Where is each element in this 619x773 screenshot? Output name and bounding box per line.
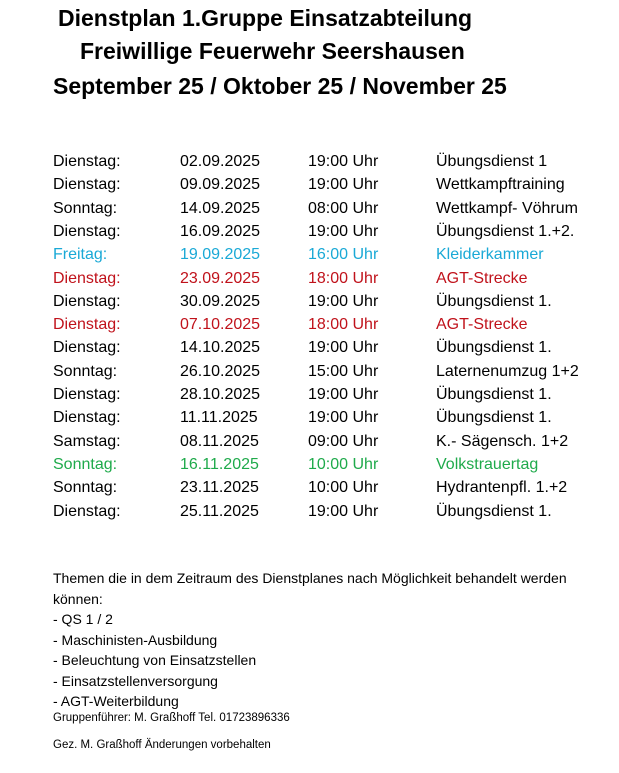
schedule-time: 19:00 Uhr [308,339,379,357]
schedule-day: Sonntag: [53,455,118,473]
signature-note: Gez. M. Graßhoff Änderungen vorbehalten [53,739,271,751]
schedule-time: 18:00 Uhr [308,269,379,287]
schedule-event: Volkstrauertag [436,455,539,473]
schedule-row [0,243,619,266]
group-leader-contact: Gruppenführer: M. Graßhoff Tel. 01723896336 [53,712,290,724]
page-title: Dienstplan 1.Gruppe Einsatzabteilung [58,5,473,31]
schedule-date: 25.11.2025 [180,502,259,520]
schedule-day: Dienstag: [53,292,121,310]
schedule-date: 28.10.2025 [180,386,261,403]
organization-name: Freiwillige Feuerwehr Seershausen [80,38,465,64]
schedule-time: 10:00 Uhr [308,479,379,497]
schedule-time: 09:00 Uhr [308,432,379,450]
schedule-time: 15:00 Uhr [308,362,379,380]
topic-item: - Beleuchtung von Einsatzstellen [53,652,257,668]
schedule-time: 19:00 Uhr [308,386,379,403]
schedule-day: Dienstag: [53,386,121,403]
schedule-day: Sonntag: [53,199,118,217]
schedule-event: K.- Sägensch. 1+2 [436,432,569,450]
schedule-date: 23.11.2025 [180,479,259,497]
schedule-time: 10:00 Uhr [308,455,379,473]
schedule-event: Übungsdienst 1. [436,292,552,310]
schedule-row [0,173,619,196]
schedule-day: Sonntag: [53,479,118,497]
schedule-date: 14.09.2025 [180,199,261,217]
schedule-time: 19:00 Uhr [308,502,379,520]
schedule-row [0,313,619,336]
schedule-date: 02.09.2025 [180,153,261,170]
topics-list [53,609,593,712]
schedule-time: 19:00 Uhr [308,153,379,170]
schedule-day: Freitag: [53,246,108,264]
schedule-row [0,406,619,429]
schedule-event: Übungsdienst 1. [436,386,552,403]
schedule-row [0,360,619,383]
schedule-date: 09.09.2025 [180,176,261,194]
schedule-time: 19:00 Uhr [308,292,379,310]
schedule-day: Dienstag: [53,176,121,194]
period-heading: September 25 / Oktober 25 / November 25 [53,73,507,99]
topics-intro: Themen die in dem Zeitraum des Dienstplanes nach Möglichkeit behandelt werden können: [53,570,567,607]
schedule-date: 14.10.2025 [180,339,261,357]
schedule-date: 30.09.2025 [180,292,261,310]
schedule-row [0,290,619,313]
schedule-day: Dienstag: [53,339,121,357]
schedule-day: Dienstag: [53,409,121,427]
schedule-event: AGT-Strecke [436,269,528,287]
schedule-event: Übungsdienst 1.+2. [436,222,575,240]
schedule-event: Übungsdienst 1. [436,502,552,520]
schedule-day: Dienstag: [53,316,121,334]
topic-item: - AGT-Weiterbildung [53,693,179,709]
schedule-event: Wettkampf- Vöhrum [436,199,578,217]
schedule-time: 19:00 Uhr [308,222,379,240]
topic-item: - Maschinisten-Ausbildung [53,631,218,648]
schedule-row [0,150,619,173]
schedule-time: 08:00 Uhr [308,199,379,217]
schedule-date: 23.09.2025 [180,269,261,287]
schedule-row [0,336,619,359]
topic-item: - Einsatzstellenversorgung [53,672,218,689]
schedule-row [0,453,619,476]
topic-item: - QS 1 / 2 [53,611,113,627]
schedule-date: 16.09.2025 [180,222,261,240]
schedule-event: Übungsdienst 1. [436,409,552,427]
schedule-date: 26.10.2025 [180,362,261,380]
schedule-day: Dienstag: [53,502,121,520]
schedule-time: 16:00 Uhr [308,246,379,264]
schedule-event: Übungsdienst 1. [436,339,552,357]
schedule-event: Wettkampftraining [436,176,565,194]
schedule-time: 19:00 Uhr [308,409,379,427]
schedule-row [0,197,619,220]
schedule-row [0,383,619,406]
schedule-date: 11.11.2025 [180,409,258,427]
schedule-date: 07.10.2025 [180,316,261,334]
schedule-time: 18:00 Uhr [308,316,379,334]
schedule-row [0,220,619,243]
schedule-day: Dienstag: [53,269,121,287]
schedule-date: 19.09.2025 [180,246,261,264]
schedule-time: 19:00 Uhr [308,176,379,194]
topics-section [53,568,593,712]
schedule-event: AGT-Strecke [436,316,528,334]
schedule-day: Dienstag: [53,222,121,240]
schedule-event: Kleiderkammer [436,246,544,264]
schedule-date: 08.11.2025 [180,432,259,450]
schedule-event: Übungsdienst 1 [436,153,548,170]
schedule-row [0,267,619,290]
schedule-day: Sonntag: [53,362,118,380]
schedule-day: Samstag: [53,432,121,450]
schedule-row [0,430,619,453]
schedule-day: Dienstag: [53,153,121,170]
schedule-row [0,476,619,499]
schedule-event: Laternenumzug 1+2 [436,362,579,380]
schedule-date: 16.11.2025 [180,455,259,473]
schedule-row [0,500,619,523]
schedule-event: Hydrantenpfl. 1.+2 [436,479,568,497]
